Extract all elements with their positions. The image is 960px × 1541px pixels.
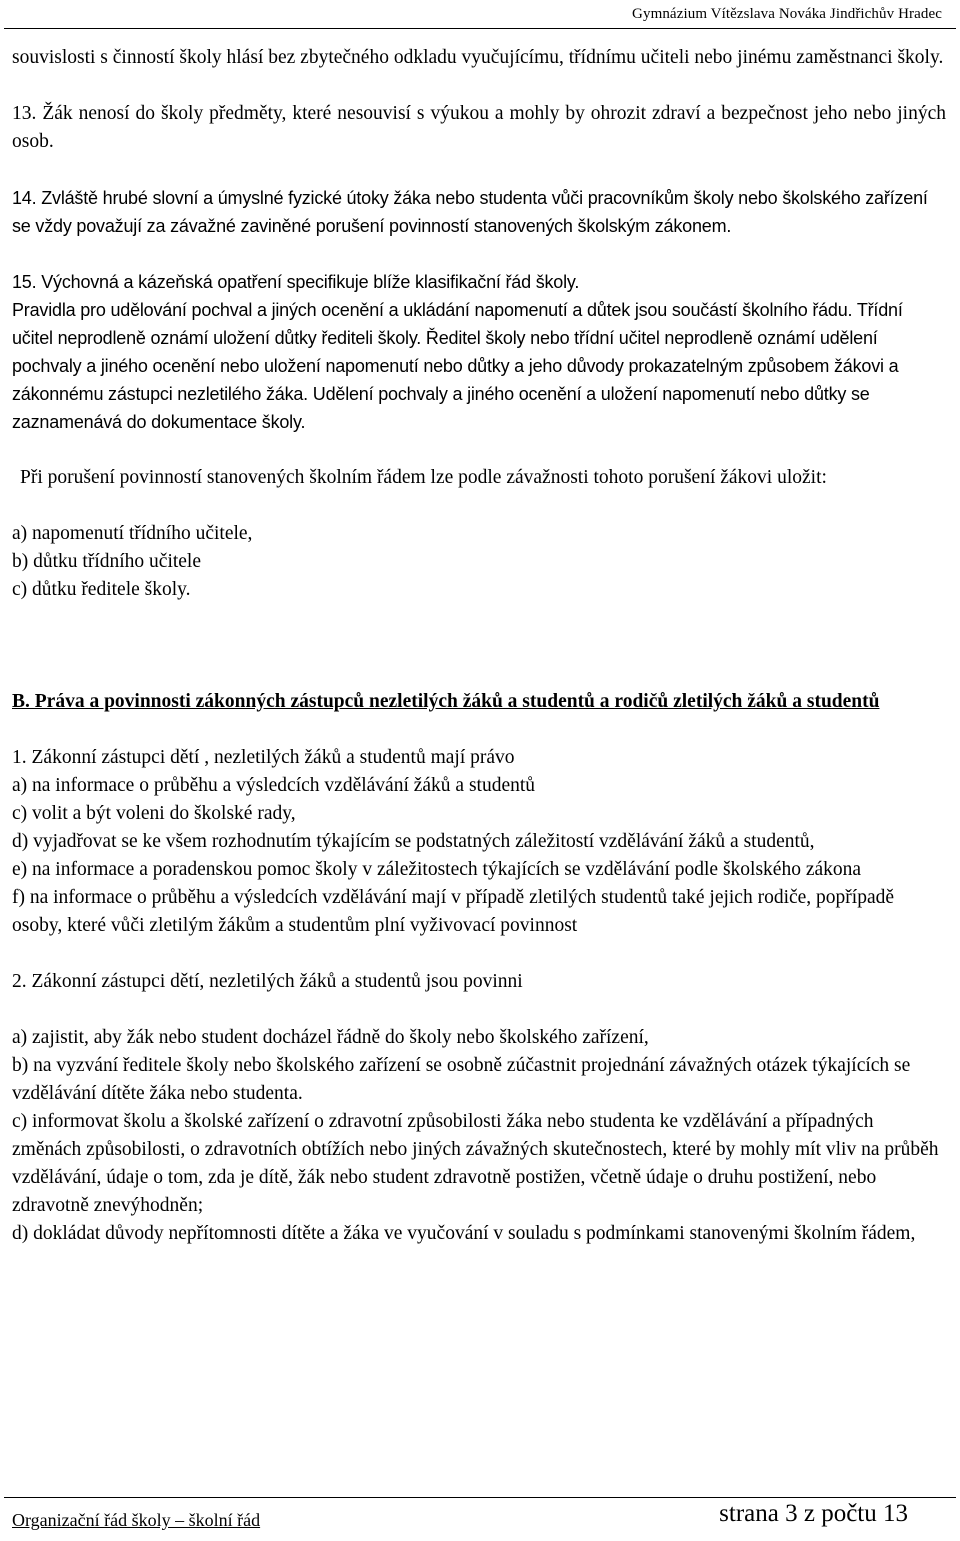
rights-item: e) na informace a poradenskou pomoc školy v záležitostech týkajících se vzdělávání podle školského zákona bbox=[12, 859, 862, 880]
paragraph-14: 14. Zvláště hrubé slovní a úmyslné fyzické útoky žáka nebo studenta vůči pracovníkům školy nebo školského zařízení se vždy považují za závažné zaviněné porušení povinností stanovených školským zákonem. bbox=[12, 188, 928, 236]
header-divider bbox=[4, 28, 956, 29]
footer-document-title: Organizační řád školy – školní řád bbox=[12, 1510, 261, 1530]
paragraph-15-rules: Pravidla pro udělování pochval a jiných ocenění a ukládání napomenutí a důtek jsou součástí školního řádu. Třídní učitel neprodleně oznámí uložení důtky řediteli školy. Ředitel školy nebo třídní učitel neprodleně oznámí udělení pochvaly a jiného ocenění nebo uložení napomenutí nebo důtky a jeho důvody prokazatelným způsobem žákovi a zákonnému zástupci nezletilého žáka. Udělení pochvaly a jiného ocenění a uložení napomenutí nebo důtky se zaznamenává do dokumentace školy. bbox=[12, 300, 903, 432]
duties-item: a) zajistit, aby žák nebo student docházel řádně do školy nebo školského zařízení, bbox=[12, 1027, 649, 1048]
rights-item: c) volit a být voleni do školské rady, bbox=[12, 803, 296, 824]
page-header-school-name: Gymnázium Vítězslava Nováka Jindřichův Hradec bbox=[632, 6, 942, 22]
rights-item: d) vyjadřovat se ke všem rozhodnutím týkajícím se podstatných záležitostí vzdělávání žáků a studentů, bbox=[12, 831, 815, 852]
rights-item: f) na informace o průběhu a výsledcích vzdělávání mají v případě zletilých studentů také jejich rodiče, popřípadě osoby, které vůči zletilým žákům a studentům plní vyživovací povinnost bbox=[12, 887, 895, 936]
duties-intro: 2. Zákonní zástupci dětí, nezletilých žáků a studentů jsou povinni bbox=[12, 971, 523, 992]
section-b-heading: B. Práva a povinnosti zákonných zástupců nezletilých žáků a studentů a rodičů zletilých žáků a studentů bbox=[12, 691, 880, 712]
penalty-item: c) důtku ředitele školy. bbox=[12, 579, 191, 600]
paragraph-12-continued: souvislosti s činností školy hlásí bez zbytečného odkladu vyučujícímu, třídnímu učiteli nebo jinému zaměstnanci školy. bbox=[12, 47, 944, 68]
penalty-item: a) napomenutí třídního učitele, bbox=[12, 523, 253, 544]
penalty-item: b) důtku třídního učitele bbox=[12, 551, 202, 572]
duties-item: b) na vyzvání ředitele školy nebo školského zařízení se osobně zúčastnit projednání závažných otázek týkajících se vzdělávání dítěte žáka nebo studenta. bbox=[12, 1055, 911, 1104]
penalties-intro: Při porušení povinností stanovených školním řádem lze podle závažnosti tohoto porušení žákovi uložit: bbox=[20, 467, 827, 488]
footer-divider bbox=[4, 1497, 956, 1498]
rights-intro: 1. Zákonní zástupci dětí , nezletilých žáků a studentů mají právo bbox=[12, 747, 515, 768]
paragraph-13: 13. Žák nenosí do školy předměty, které nesouvisí s výukou a mohly by ohrozit zdraví a bezpečnost jeho nebo jiných osob. bbox=[12, 103, 946, 152]
duties-item: d) dokládat důvody nepřítomnosti dítěte a žáka ve vyučování v souladu s podmínkami stanovenými školním řádem, bbox=[12, 1223, 916, 1244]
footer-page-number: strana 3 z počtu 13 bbox=[719, 1500, 908, 1527]
duties-item: c) informovat školu a školské zařízení o zdravotní způsobilosti žáka nebo studenta ke vzdělávání a případných změnách způsobilosti, o zdravotních obtížích nebo jiných závažných skutečnostech, které by mohly mít vliv na průběh vzdělávání, údaje o tom, zda je dítě, žák nebo student zdravotně postižen, včetně údaje o druhu postižení, nebo zdravotně znevýhodněn; bbox=[12, 1111, 939, 1216]
document-body bbox=[12, 44, 946, 1248]
rights-item: a) na informace o průběhu a výsledcích vzdělávání žáků a studentů bbox=[12, 775, 536, 796]
paragraph-15: 15. Výchovná a kázeňská opatření specifikuje blíže klasifikační řád školy. bbox=[12, 272, 580, 292]
